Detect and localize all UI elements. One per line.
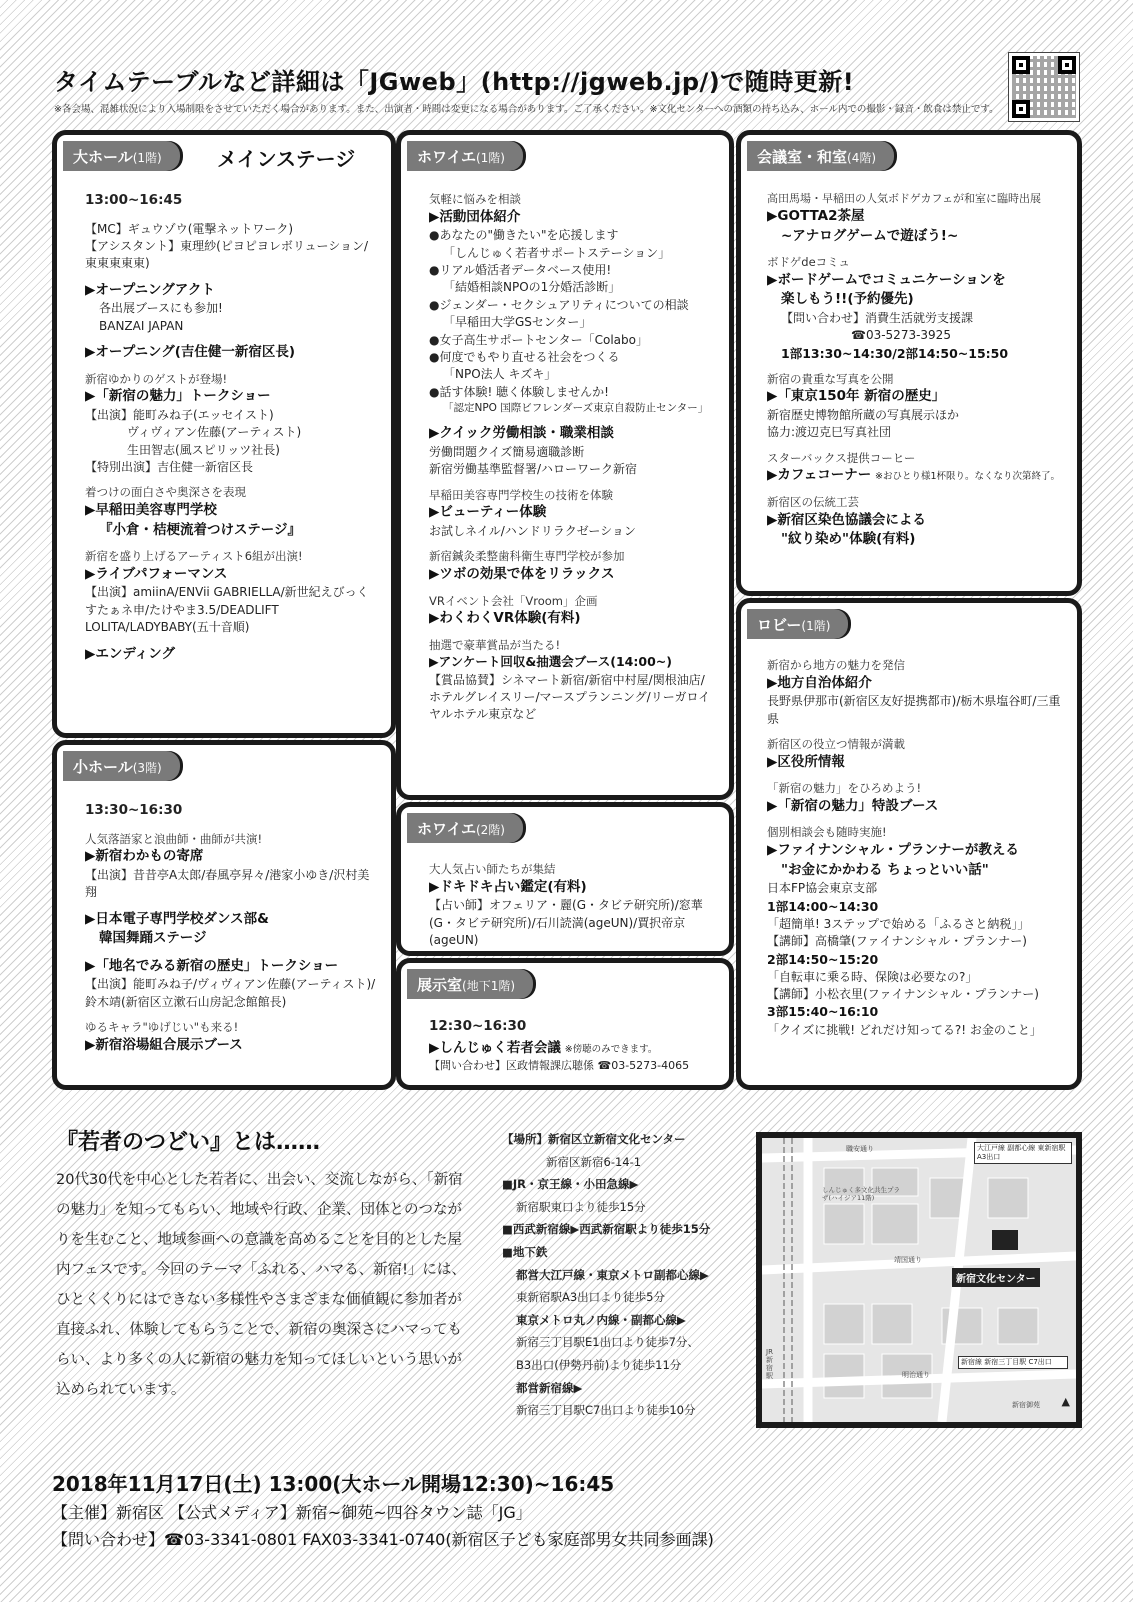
program-title: 韓国舞踊ステージ [99,930,207,947]
session-times: 1部13:30~14:30/2部14:50~15:50 [781,345,1009,361]
session-title: 「超簡単! 3ステップで始める「ふるさと納税」」 [767,916,1030,931]
header-title: タイムテーブルなど詳細は「JGweb」(http://jgweb.jp/)で随時更新! [54,68,855,96]
map-road-label: 靖国通り [894,1256,922,1264]
program-title: "お金にかかわる ちょっといい話" [781,861,989,878]
program-detail: ●あなたの"働きたい"を応援します [429,228,619,243]
program-detail: ●女子高生サポートセンター「Colabo」 [429,332,648,347]
program-detail: 日本FP協会東京支部 [767,881,878,896]
time-range: 13:00~16:45 [85,192,183,208]
access-line: 都営新宿線▶ [516,1380,583,1395]
access-map[interactable] [756,1132,1082,1428]
session-time: 1部14:00~14:30 [767,898,879,914]
panel-daihall [52,130,396,738]
access-line: ■JR・京王線・小田急線▶ [502,1177,639,1192]
program-detail: 「しんじゅく若者サポートステーション」 [443,245,671,260]
map-place-label: 新宿御苑 [1012,1401,1040,1409]
time-range: 13:30~16:30 [85,802,183,818]
map-road-label: 職安通り [846,1145,874,1153]
program-title: ▶カフェコーナー [767,467,872,484]
map-place-label: しんじゅく多文化共生プラザ(ハイジア11階) [822,1186,900,1202]
program-title: ▶「新宿の魅力」トークショー [85,388,271,405]
program-title: ▶ファイナンシャル・プランナーが教える [767,842,1019,859]
program-detail: 【占い師】オフェリア・麗(G・タビテ研究所)/窓華(G・タビテ研究所)/石川読満(ageUN)/賈択帝京(ageUN) [429,898,703,948]
session-lecturer: 【講師】小松衣里(ファイナンシャル・プランナー) [767,987,1039,1002]
program-title: ▶「東京150年 新宿の歴史」 [767,388,946,405]
time-range: 12:30~16:30 [429,1018,527,1034]
program-lead: 高田馬場・早稲田の人気ボドゲカフェが和室に臨時出展 [767,192,1042,205]
program-detail: 【出演】能町みね子/ヴィヴィアン佐藤(アーティスト)/鈴木靖(新宿区立漱石山房記念館館長) [85,977,376,1009]
access-detail: B3出口(伊勢丹前)より徒歩11分 [516,1357,682,1372]
access-line: ■地下鉄 [502,1244,548,1259]
program-detail: 新宿歴史博物館所蔵の写真展示ほか [767,408,960,422]
program-lead: ボドゲdeコミュ [767,255,850,270]
panel-lobby [736,598,1082,1090]
program-title: ▶しんじゅく若者会議 [429,1039,561,1056]
program-lead: 新宿の貴重な写真を公開 [767,371,894,386]
program-detail: 「結婚相談NPOの1分婚活診断」 [443,280,621,295]
program-note: ※おひとり様1杯限り。なくなり次第終了。 [875,471,1061,483]
program-detail: 【出演】昔昔亭A太郎/春風亭昇々/港家小ゆき/沢村美翔 [85,867,370,900]
program-title: ▶ライブパフォーマンス [85,565,228,582]
program-lead: 抽選で豪華賞品が当たる! [429,637,561,652]
program-lead: 新宿を盛り上げるアーティスト6組が出演! [85,549,303,564]
session-title: 「自転車に乗る時、保険は必要なの?」 [767,969,978,984]
program-title: ▶ドキドキ占い鑑定(有料) [429,878,587,895]
program-title: ▶エンディング [85,645,176,662]
program-title: ▶早稲田美容専門学校 [85,502,217,519]
map-venue-label: 新宿文化センター [952,1268,1040,1287]
program-title: 楽しもう!!(予約優先) [781,291,914,308]
program-detail: 「認定NPO 国際ビフレンダーズ東京自殺防止センター」 [443,402,709,415]
panel-foyer-2f [396,802,734,956]
contact-line: 【問い合わせ】区政情報課広聴係 ☎03-5273-4065 [429,1059,690,1073]
program-detail: ヴィヴィアン佐藤(アーティスト) [127,425,302,440]
program-lead: スターバックス提供コーヒー [767,450,916,465]
program-detail: 【賞品協賛】シネマート新宿/新宿中村屋/関根油店/ホテルグレイスリー/マースプランニング/リーガロイヤルホテル東京など [429,672,711,722]
program-title: ▶地方自治体紹介 [767,674,872,691]
program-title: ▶「地名でみる新宿の歴史」トークショー [85,957,339,974]
program-title: ▶クイック労働相談・職業相談 [429,425,614,442]
phone-number: ☎03-5273-3925 [851,328,951,343]
program-title: ▶「新宿の魅力」特設ブース [767,797,939,814]
program-detail: 【出演】能町みね子(エッセイスト) [85,407,274,422]
program-title: ▶オープニング(吉住健一新宿区長) [85,344,296,361]
program-title: ~アナログゲームで遊ぼう!~ [781,227,959,244]
program-title: ▶新宿浴場組合展示ブース [85,1036,243,1053]
program-lead: 「新宿の魅力」をひろめよう! [767,781,922,796]
tab-kaigi: 会議室・和室(4階) [747,141,894,171]
program-lead: 着つけの面白さや奥深さを表現 [85,485,246,500]
assistant-credit: 【アシスタント】東理紗(ピヨピヨレボリューション/東東東東東) [85,238,369,271]
panel-tenji [396,958,734,1090]
program-title: ▶ツボの効果で体をリラックス [429,566,615,582]
organizer-line: 【主催】新宿区 【公式メディア】新宿~御苑~四谷タウン誌「JG」 [52,1503,532,1522]
main-stage-title: メインステージ [217,147,356,171]
session-time: 3部15:40~16:10 [767,1004,879,1020]
access-detail: 新宿三丁目駅E1出口より徒歩7分、 [516,1335,699,1350]
program-lead: 新宿区の伝統工芸 [767,495,859,510]
access-detail: 新宿駅東口より徒歩15分 [516,1199,646,1214]
program-detail: ●何度でもやり直せる社会をつくる [429,349,620,364]
program-detail: 協力:渡辺克巳写真社団 [767,425,892,440]
program-lead: 個別相談会も随時実施! [767,825,887,840]
map-road-label: 明治通り [902,1371,930,1379]
tab-tenji: 展示室(地下1階) [407,969,533,999]
session-lecturer: 【講師】高橋肇(ファイナンシャル・プランナー) [767,934,1027,949]
panel-shohall [52,740,396,1090]
program-title: ▶GOTTA2茶屋 [767,207,865,224]
program-detail: ●ジェンダー・セクシュアリティについての相談 [429,297,689,312]
session-title: 「クイズに挑戦! どれだけ知ってる?! お金のこと」 [767,1022,1042,1037]
contact-line: 【問い合わせ】☎03-3341-0801 FAX03-3341-0740(新宿区子ども家庭部男女共同参画課) [52,1530,714,1549]
program-detail: 長野県伊那市(新宿区友好提携都市)/栃木県塩谷町/三重県 [767,694,1061,726]
program-note: ※傍聴のみできます。 [564,1043,658,1055]
program-lead: 早稲田美容専門学校生の技術を体験 [429,487,613,502]
panel-foyer-1f [396,130,734,800]
program-detail: お試しネイル/ハンドリラクゼーション [429,523,636,538]
header-notice: ※各会場、混雑状況により入場制限をさせていただく場合があります。また、出演者・時間は変更になる場合があります。ご了承ください。※文化センターへの酒類の持ち込み、ホール内での撮影・録音・飲食は禁止です。 [54,104,999,115]
program-title: ▶わくわくVR体験(有料) [429,610,581,627]
map-station-bottom: 新宿線 新宿三丁目駅 C7出口 [958,1356,1068,1369]
program-lead: VRイベント会社「Vroom」企画 [429,593,598,608]
program-title: ▶ビューティー体験 [429,504,547,521]
session-time: 2部14:50~15:20 [767,951,879,967]
venue-address: 新宿区新宿6-14-1 [546,1154,642,1169]
program-detail: 新宿労働基準監督署/ハローワーク新宿 [429,462,638,477]
about-body: 20代30代を中心とした若者に、出会い、交流しながら、「新宿の魅力」を知ってもらい、地域や行政、企業、団体とのつながりを生むこと、地域参画への意識を高めることを目的とした屋内フェスです。今回のテーマ「ふれる、ハマる、新宿!」には、ひとくくりにはできない多様性やさまざまな価値観に参加者が直接ふれ、体験してもらうことで、新宿の奥深さにハマってもらい、より多くの人に新宿の魅力を知ってほしいという思いが込められています。 [56,1172,466,1398]
program-detail: 【特別出演】吉住健一新宿区長 [85,460,254,475]
program-title: ▶オープニングアクト [85,281,215,298]
access-line: 都営大江戸線・東京メトロ副都心線▶ [516,1267,709,1282]
tab-daihall: 大ホール(1階) [63,141,180,171]
event-date: 2018年11月17日(土) 13:00(大ホール開場12:30)~16:45 [52,1472,615,1496]
program-detail: 【問い合わせ】消費生活就労支援課 [781,310,974,325]
program-title: ▶ボードゲームでコミュニケーションを [767,271,1006,288]
access-line: 東京メトロ丸ノ内線・副都心線▶ [516,1312,686,1327]
program-detail: BANZAI JAPAN [99,318,184,333]
program-detail: 各出展ブースにも参加! [99,301,223,316]
access-detail: 新宿三丁目駅C7出口より徒歩10分 [516,1403,696,1418]
north-arrow-icon: ▲ [1061,1395,1070,1408]
program-detail: 「NPO法人 キズキ」 [443,367,557,382]
program-detail: 労働問題クイズ簡易適職診断 [429,444,585,459]
tab-lobby: ロビー(1階) [747,609,848,639]
tab-foyer-2f: ホワイエ(2階) [407,813,523,843]
program-lead: 人気落語家と浪曲師・曲師が共演! [85,831,263,846]
access-info [502,1128,742,1422]
program-title: ▶区役所情報 [767,753,845,770]
program-title: ▶日本電子専門学校ダンス部& [85,910,269,927]
qr-code-icon[interactable] [1008,52,1080,122]
about-title: 『若者のつどい』とは…… [56,1130,321,1155]
program-lead: 大人気占い師たちが集結 [429,862,556,876]
program-lead: 新宿ゆかりのゲストが登場! [85,371,228,386]
access-line: ■西武新宿線▶西武新宿駅より徒歩15分 [502,1222,711,1237]
program-lead: 新宿鍼灸柔整歯科衛生専門学校が参加 [429,549,625,564]
program-title: "紋り染め"体験(有料) [781,531,916,548]
panel-kaigi [736,130,1082,596]
program-lead: ゆるキャラ"ゆげじい"も来る! [85,1020,239,1035]
program-detail: 「早稲田大学GSセンター」 [443,315,592,330]
tab-shohall: 小ホール(3階) [63,751,180,781]
program-detail: ●話す体験! 聴く体験しませんか! [429,384,609,399]
program-detail: 【出演】amiinA/ENVii GABRIELLA/新世紀えびっくすたぁネ申/たけやま3.5/DEADLIFT LOLITA/LADYBABY(五十音順) [85,585,369,635]
venue-place: 【場所】新宿区立新宿文化センター [502,1132,686,1146]
program-title: ▶新宿わかもの寄席 [85,848,204,865]
program-lead: 新宿区の役立つ情報が満載 [767,737,905,752]
mc-credit: 【MC】ギュウゾウ(電撃ネットワーク) [85,221,294,236]
program-title: ▶アンケート回収&抽選会ブース(14:00~) [429,654,672,670]
program-lead: 気軽に悩みを相談 [429,192,521,206]
program-title: ▶活動団体紹介 [429,208,521,225]
program-detail: 生田智志(風スピリッツ社長) [127,442,280,457]
map-station-label: JR新宿駅 [766,1348,773,1380]
program-detail: ●リアル婚活者データベース使用! [429,263,612,278]
program-title: ▶新宿区染色協議会による [767,511,926,528]
program-title: 『小倉・桔梗流着つけステージ』 [99,521,301,538]
program-lead: 新宿から地方の魅力を発信 [767,658,905,672]
tab-foyer-1f: ホワイエ(1階) [407,141,523,171]
map-station-top: 大江戸線 副都心線 東新宿駅 A3出口 [974,1142,1072,1164]
access-detail: 東新宿駅A3出口より徒歩5分 [516,1290,665,1305]
